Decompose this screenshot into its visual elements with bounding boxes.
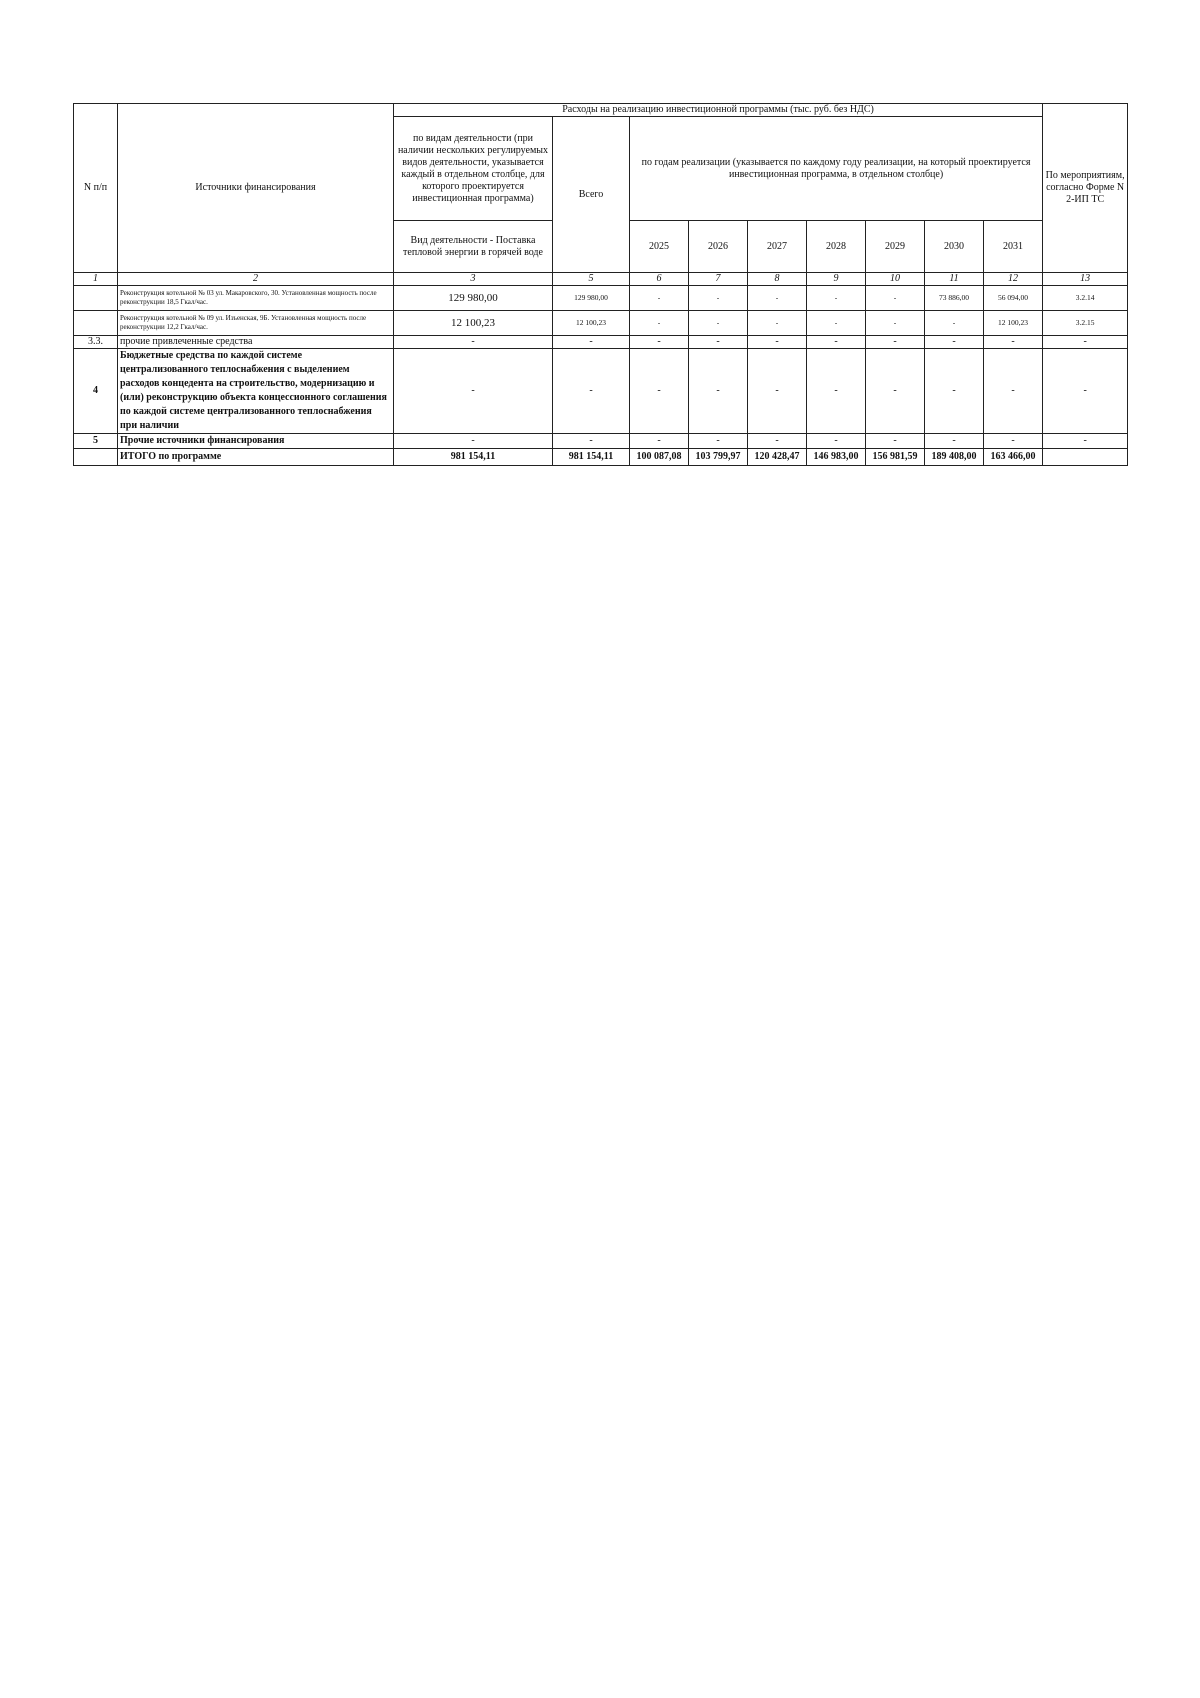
investment-program-table — [73, 103, 1128, 466]
row-year-value: - — [748, 286, 807, 311]
row-year-value: - — [689, 349, 748, 434]
row-year-value: - — [689, 434, 748, 449]
column-number: 5 — [553, 273, 630, 286]
row-year-value: - — [866, 311, 925, 336]
row-year-value: - — [630, 286, 689, 311]
row-year-value: - — [984, 434, 1043, 449]
row-total-value: - — [553, 434, 630, 449]
row-measure: - — [1043, 434, 1128, 449]
total-year-value: 146 983,00 — [807, 449, 866, 466]
row-source: прочие привлеченные средства — [118, 336, 394, 349]
row-year-value: - — [748, 349, 807, 434]
table-row — [74, 286, 1128, 311]
row-year-value: - — [748, 311, 807, 336]
row-year-value: - — [925, 336, 984, 349]
total-total-value: 981 154,11 — [553, 449, 630, 466]
column-number: 11 — [925, 273, 984, 286]
row-year-value: - — [866, 434, 925, 449]
row-year-value: - — [630, 434, 689, 449]
row-measure: 3.2.14 — [1043, 286, 1128, 311]
row-year-value: - — [866, 286, 925, 311]
header-total: Всего — [553, 117, 630, 273]
total-year-value: 156 981,59 — [866, 449, 925, 466]
row-measure: - — [1043, 349, 1128, 434]
total-year-value: 100 087,08 — [630, 449, 689, 466]
row-total-value: 12 100,23 — [553, 311, 630, 336]
row-activity-value: 12 100,23 — [394, 311, 553, 336]
column-number: 2 — [118, 273, 394, 286]
header-year: 2029 — [866, 221, 925, 273]
header-year: 2027 — [748, 221, 807, 273]
row-year-value: - — [630, 336, 689, 349]
row-number — [74, 286, 118, 311]
row-year-value: - — [984, 336, 1043, 349]
row-year-value: - — [689, 311, 748, 336]
row-source: Реконструкция котельной № 03 ул. Макаровского, 30. Установленная мощность после реконструкции 18,5 Гкал/час. — [118, 286, 394, 311]
column-number: 7 — [689, 273, 748, 286]
row-year-value: - — [866, 349, 925, 434]
total-year-value: 189 408,00 — [925, 449, 984, 466]
row-year-value: 73 886,00 — [925, 286, 984, 311]
header-year: 2031 — [984, 221, 1043, 273]
row-number: 3.3. — [74, 336, 118, 349]
row-year-value: - — [807, 311, 866, 336]
header-by-years: по годам реализации (указывается по каждому году реализации, на который проектируется инвестиционная программа, в отдельном столбце) — [630, 117, 1043, 221]
row-year-value: - — [689, 336, 748, 349]
table-row — [74, 434, 1128, 449]
header-expenses: Расходы на реализацию инвестиционной программы (тыс. руб. без НДС) — [394, 104, 1043, 117]
row-year-value: - — [925, 434, 984, 449]
row-year-value: 12 100,23 — [984, 311, 1043, 336]
row-year-value: - — [807, 286, 866, 311]
row-number: 5 — [74, 434, 118, 449]
header-activity-name: Вид деятельности - Поставка тепловой энергии в горячей воде — [394, 221, 553, 273]
total-activity-value: 981 154,11 — [394, 449, 553, 466]
row-year-value: - — [748, 434, 807, 449]
column-number: 6 — [630, 273, 689, 286]
header-by-activity: по видам деятельности (при наличии нескольких регулируемых видов деятельности, указывается каждый в отдельном столбце, для которого проектируется инвестиционная программа) — [394, 117, 553, 221]
column-number: 9 — [807, 273, 866, 286]
header-sources: Источники финансирования — [118, 104, 394, 273]
header-year: 2025 — [630, 221, 689, 273]
row-year-value: - — [925, 349, 984, 434]
column-number-row — [74, 273, 1128, 286]
total-label: ИТОГО по программе — [118, 449, 394, 466]
row-total-value: - — [553, 349, 630, 434]
table-row — [74, 349, 1128, 434]
column-number: 10 — [866, 273, 925, 286]
table-row — [74, 311, 1128, 336]
total-row — [74, 449, 1128, 466]
column-number: 3 — [394, 273, 553, 286]
row-activity-value: - — [394, 336, 553, 349]
row-year-value: - — [630, 311, 689, 336]
total-year-value: 163 466,00 — [984, 449, 1043, 466]
column-number: 12 — [984, 273, 1043, 286]
row-year-value: - — [689, 286, 748, 311]
row-measure: - — [1043, 336, 1128, 349]
table-row — [74, 336, 1128, 349]
header-measures: По мероприятиям, согласно Форме N 2-ИП ТС — [1043, 104, 1128, 273]
total-measure — [1043, 449, 1128, 466]
row-year-value: - — [925, 311, 984, 336]
row-year-value: - — [807, 336, 866, 349]
row-year-value: - — [807, 434, 866, 449]
row-activity-value: - — [394, 349, 553, 434]
column-number: 1 — [74, 273, 118, 286]
row-year-value: - — [748, 336, 807, 349]
row-year-value: - — [807, 349, 866, 434]
header-year: 2026 — [689, 221, 748, 273]
total-year-value: 103 799,97 — [689, 449, 748, 466]
row-year-value: 56 094,00 — [984, 286, 1043, 311]
header-year: 2030 — [925, 221, 984, 273]
total-year-value: 120 428,47 — [748, 449, 807, 466]
row-year-value: - — [630, 349, 689, 434]
row-total-value: 129 980,00 — [553, 286, 630, 311]
row-number: 4 — [74, 349, 118, 434]
header-year: 2028 — [807, 221, 866, 273]
header-np: N п/п — [74, 104, 118, 273]
row-measure: 3.2.15 — [1043, 311, 1128, 336]
row-year-value: - — [866, 336, 925, 349]
row-source: Реконструкция котельной № 09 ул. Изъенская, 9Б. Установленная мощность после реконструкции 12,2 Гкал/час. — [118, 311, 394, 336]
row-source: Прочие источники финансирования — [118, 434, 394, 449]
row-year-value: - — [984, 349, 1043, 434]
row-source: Бюджетные средства по каждой системе централизованного теплоснабжения с выделением расходов концедента на строительство, модернизацию и (или) реконструкцию объекта концессионного соглашения по каждой системе централизованного теплоснабжения при наличии — [118, 349, 394, 434]
total-row-number — [74, 449, 118, 466]
row-total-value: - — [553, 336, 630, 349]
row-activity-value: - — [394, 434, 553, 449]
row-activity-value: 129 980,00 — [394, 286, 553, 311]
row-number — [74, 311, 118, 336]
column-number: 8 — [748, 273, 807, 286]
column-number: 13 — [1043, 273, 1128, 286]
